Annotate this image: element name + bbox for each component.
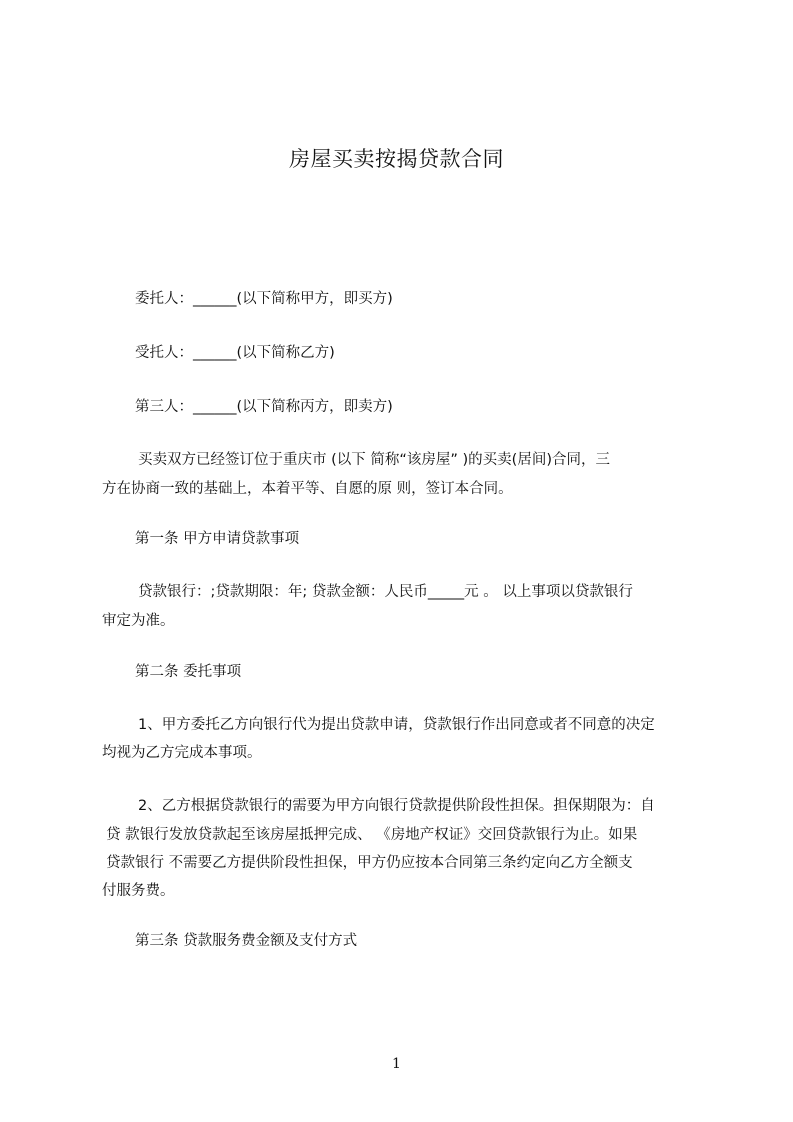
- article2-item2-line-4: 付服务费。: [102, 883, 175, 899]
- article1-heading: 第一条 甲方申请贷款事项: [135, 531, 300, 547]
- preamble-line-1: 买卖双方已经签订位于重庆市 (以下 简称“该房屋” )的买卖(居间)合同，三: [138, 452, 610, 468]
- article2-heading: 第二条 委托事项: [135, 664, 242, 680]
- page-number: 1: [392, 1056, 401, 1072]
- article2-item2-line-2: 贷 款银行发放贷款起至该房屋抵押完成、 《房地产权证》交回贷款银行为止。如果: [106, 827, 638, 843]
- party-client-line: 委托人：______(以下简称甲方，即买方): [135, 291, 393, 307]
- article2-item1-line-2: 均视为乙方完成本事项。: [102, 745, 262, 761]
- article2-item2-line-1: 2、乙方根据贷款银行的需要为甲方向银行贷款提供阶段性担保。担保期限为：自: [138, 798, 655, 814]
- document-title: 房屋买卖按揭贷款合同: [289, 147, 504, 171]
- article1-body-line-2: 审定为准。: [102, 613, 175, 629]
- article1-body-line-1: 贷款银行：;贷款期限：年; 贷款金额：人民币_____元 。 以上事项以贷款银行: [138, 584, 633, 600]
- article3-heading: 第三条 贷款服务费金额及支付方式: [135, 933, 358, 949]
- article2-item1-line-1: 1、甲方委托乙方向银行代为提出贷款申请，贷款银行作出同意或者不同意的决定: [138, 717, 655, 733]
- preamble-line-2: 方在协商一致的基础上，本着平等、自愿的原 则，签订本合同。: [102, 481, 513, 497]
- party-third-line: 第三人：______(以下简称丙方，即卖方): [135, 399, 393, 415]
- article2-item2-line-3: 贷款银行 不需要乙方提供阶段性担保，甲方仍应按本合同第三条约定向乙方全额支: [106, 855, 633, 871]
- party-agent-line: 受托人：______(以下简称乙方): [135, 345, 335, 361]
